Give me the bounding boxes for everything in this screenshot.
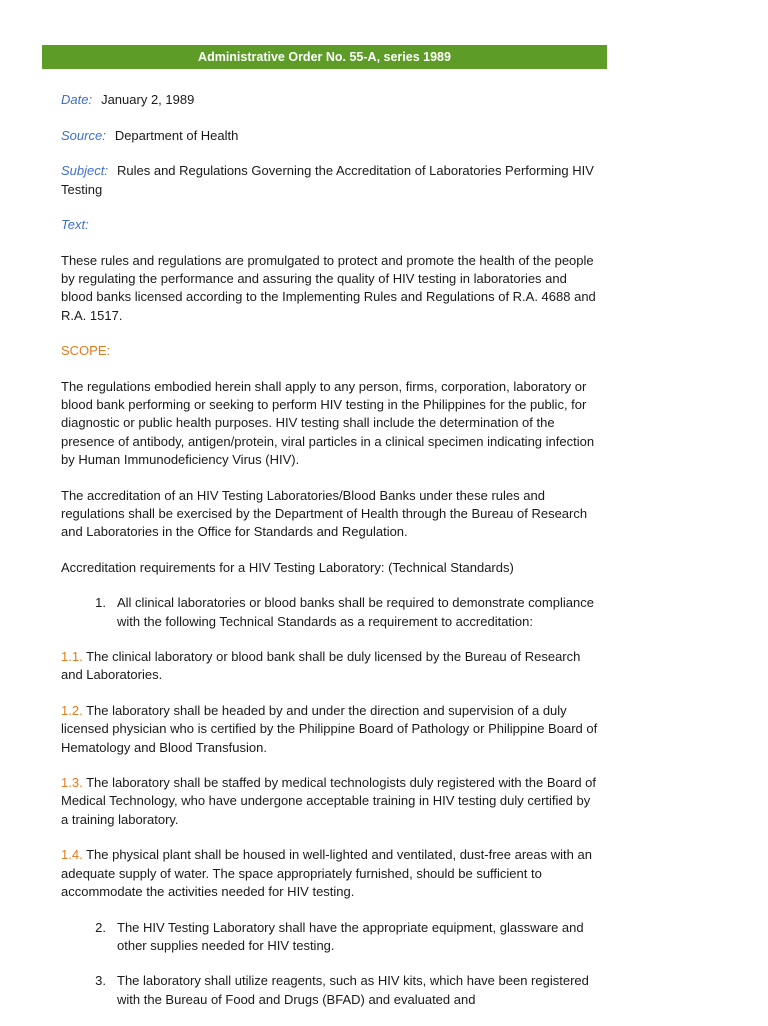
subject-row xyxy=(61,162,601,198)
text-row xyxy=(61,216,601,234)
date-label: Date: xyxy=(61,92,93,107)
list-item-text: The laboratory shall utilize reagents, such as HIV kits, which have been registered with the Bureau of Food and Drugs (BFAD) and evaluated and xyxy=(117,973,589,1007)
subject-value: Rules and Regulations Governing the Accreditation of Laboratories Performing HIV Testing xyxy=(61,163,594,197)
scope-heading-row xyxy=(61,342,601,360)
document-title-bar xyxy=(42,45,607,69)
sub-item-text: The laboratory shall be staffed by medical technologists duly registered with the Board of Medical Technology, who have undergone acceptable training in HIV testing duly certified by a training laboratory. xyxy=(61,775,597,827)
scope-paragraph-2: The accreditation of an HIV Testing Laboratories/Blood Banks under these rules and regulations shall be exercised by the Department of Health through the Bureau of Research and Laboratories in the Office for Standards and Regulation. xyxy=(61,487,588,539)
sub-item-text: The physical plant shall be housed in well-lighted and ventilated, dust-free areas with an adequate supply of water. The space appropriately furnished, should be sufficient to accommodate the activities needed for HIV testing. xyxy=(61,847,592,899)
source-value: Department of Health xyxy=(114,127,239,143)
sub-item-text: The clinical laboratory or blood bank shall be duly licensed by the Bureau of Research and Laboratories. xyxy=(61,649,581,683)
list-item-text: All clinical laboratories or blood banks shall be required to demonstrate compliance with the following Technical Standards as a requirement to accreditation: xyxy=(117,595,594,629)
sub-item xyxy=(61,774,601,829)
list-item xyxy=(61,919,601,955)
document-title: Administrative Order No. 55-A, series 1989 xyxy=(198,50,451,64)
list-item-number: 1. xyxy=(95,595,106,611)
source-label: Source: xyxy=(61,127,106,143)
sub-item xyxy=(61,846,601,901)
sub-item-text: The laboratory shall be headed by and under the direction and supervision of a duly licensed physician who is certified by the Philippine Board of Pathology or Philippine Board of Hematology and Blood Transfusion. xyxy=(61,703,598,755)
date-value: January 2, 1989 xyxy=(101,92,195,107)
scope-heading: SCOPE: xyxy=(61,343,111,359)
sub-item-number: 1.4. xyxy=(61,847,83,863)
scope-paragraph-3: Accreditation requirements for a HIV Testing Laboratory: (Technical Standards) xyxy=(61,559,514,575)
list-item xyxy=(61,972,601,1008)
sub-item-number: 1.2. xyxy=(61,703,83,719)
source-row xyxy=(61,127,601,145)
intro-paragraph: These rules and regulations are promulgated to protect and promote the health of the people by regulating the performance and assuring the quality of HIV testing in laboratories and blood banks licensed according to the Implementing Rules and Regulations of R.A. 4688 and R.A. 1517. xyxy=(61,253,596,323)
list-item-number: 2. xyxy=(95,919,106,935)
subject-label: Subject: xyxy=(61,163,108,179)
sub-item xyxy=(61,702,601,757)
list-item-text: The HIV Testing Laboratory shall have the appropriate equipment, glassware and other supplies needed for HIV testing. xyxy=(117,919,584,953)
document-body xyxy=(61,91,601,1026)
scope-paragraph-1: The regulations embodied herein shall apply to any person, firms, corporation, laboratory or blood bank performing or seeking to perform HIV testing in the Philippines for the public, for diagnostic or public health purposes. HIV testing shall include the determination of the presence of antibody, antigen/protein, viral particles in a clinical specimen indicating infection by Human Immunodeficiency Virus (HIV). xyxy=(61,379,595,467)
date-row xyxy=(61,91,601,109)
sub-item xyxy=(61,648,601,684)
sub-item-number: 1.3. xyxy=(61,775,83,791)
text-label: Text: xyxy=(61,217,89,233)
sub-item-number: 1.1. xyxy=(61,649,83,665)
list-item xyxy=(61,594,601,630)
list-item-number: 3. xyxy=(95,973,106,989)
